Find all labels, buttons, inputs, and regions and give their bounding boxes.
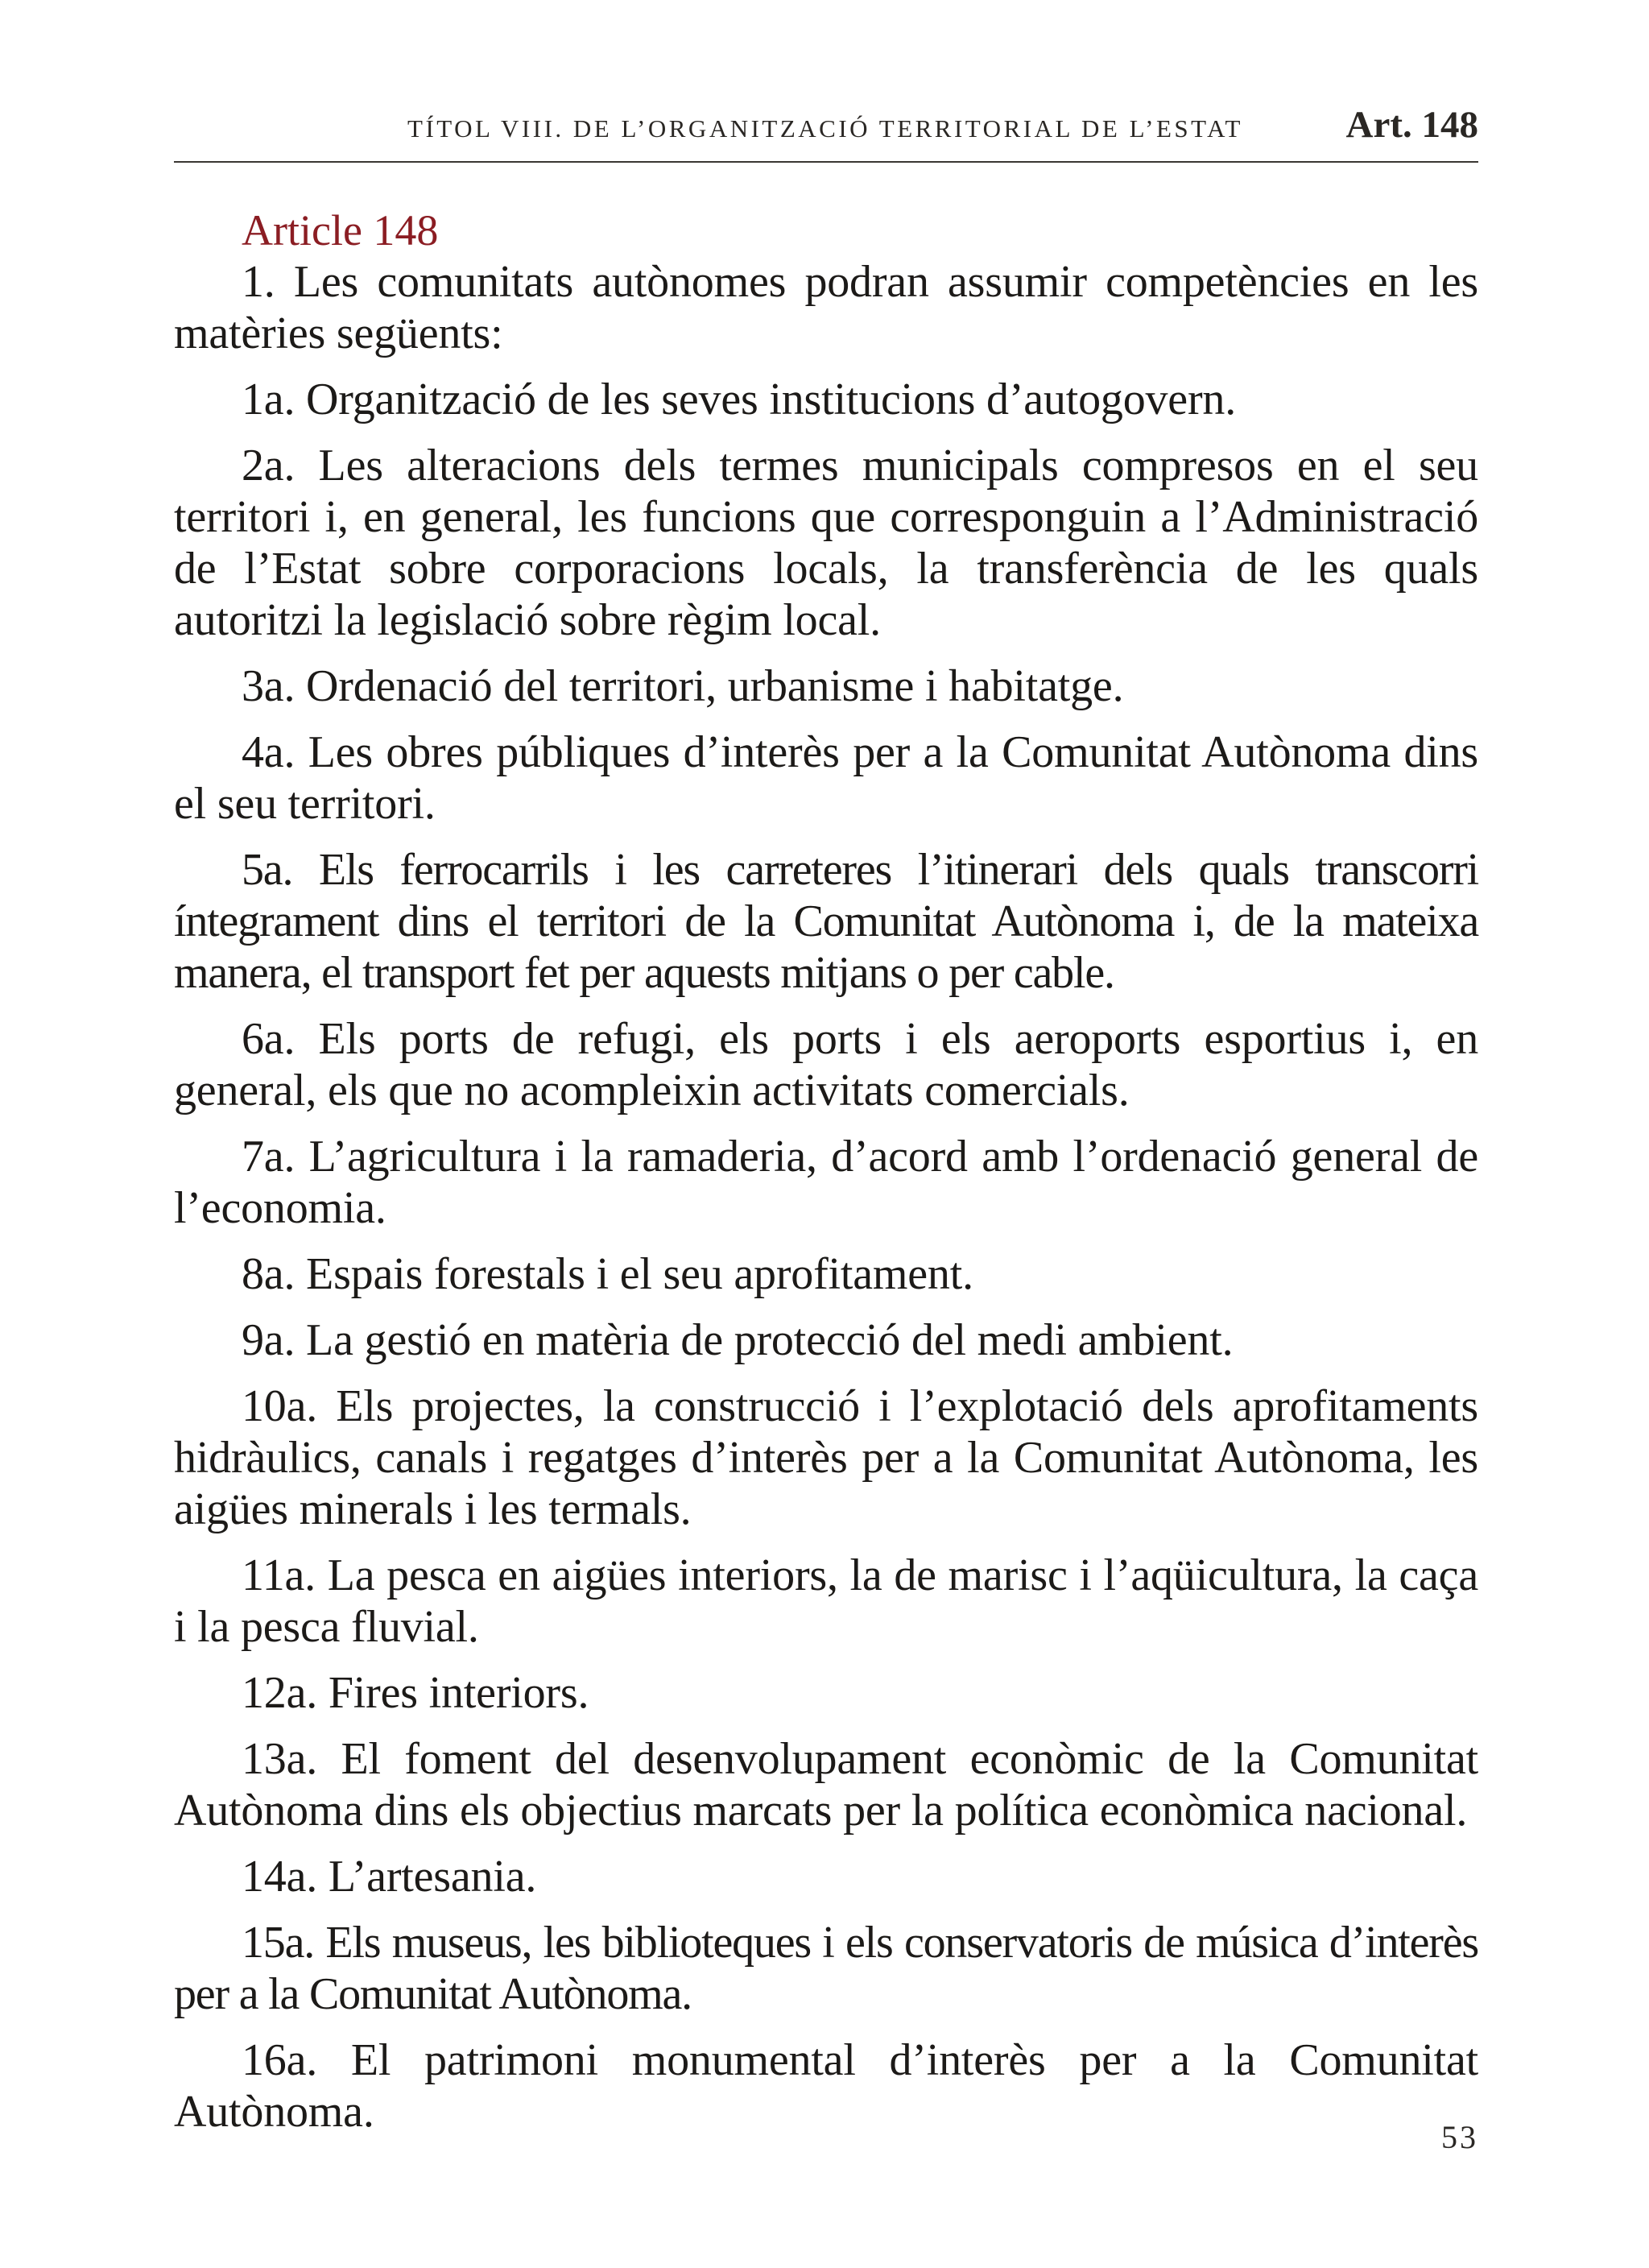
item-13a: 13a. El foment del desenvolupament econòmic de la Comunitat Autònoma dins els objectius marcats per la política econòmica nacional. [174,1734,1478,1836]
item-2a: 2a. Les alteracions dels termes municipals compresos en el seu territori i, en general, les funcions que corresponguin a l’Administració de l’Estat sobre corporacions locals, la transferència de les quals autoritzi la legislació sobre règim local. [174,441,1478,645]
item-8a: 8a. Espais forestals i el seu aprofitament. [242,1249,973,1299]
section-title: TÍTOL VIII. DE L’ORGANITZACIÓ TERRITORIAL DE L’ESTAT [407,114,1243,143]
page-number: 53 [1441,2119,1478,2155]
item-1a: 1a. Organització de les seves institucions d’autogovern. [242,375,1236,424]
item-15a: 15a. Els museus, les biblioteques i els conservatoris de música d’interès per a la Comunitat Autònoma. [174,1918,1478,2019]
item-7a: 7a. L’agricultura i la ramaderia, d’acord amb l’ordenació general de l’economia. [174,1132,1478,1233]
item-10a: 10a. Els projectes, la construcció i l’explotació dels aprofitaments hidràulics, canals i regatges d’interès per a la Comunitat Autònoma, les aigües minerals i les termals. [174,1381,1478,1534]
paragraph-1: 1. Les comunitats autònomes podran assumir competències en les matèries següents: [174,257,1478,358]
item-9a: 9a. La gestió en matèria de protecció del medi ambient. [242,1315,1234,1365]
item-3a: 3a. Ordenació del territori, urbanisme i habitatge. [242,661,1124,711]
item-6a: 6a. Els ports de refugi, els ports i els aeroports esportius i, en general, els que no acompleixin activitats comercials. [174,1014,1478,1115]
article-reference: Art. 148 [1345,104,1478,146]
item-11a: 11a. La pesca en aigües interiors, la de marisc i l’aqüicultura, la caça i la pesca fluvial. [174,1550,1478,1652]
item-16a: 16a. El patrimoni monumental d’interès per a la Comunitat Autònoma. [174,2035,1478,2137]
article-body [174,205,1478,2138]
running-header [174,95,1478,163]
item-4a: 4a. Les obres públiques d’interès per a la Comunitat Autònoma dins el seu territori. [174,727,1478,829]
article-title: Article 148 [242,206,439,255]
item-5a: 5a. Els ferrocarrils i les carreteres l’itinerari dels quals transcorri íntegrament dins el territori de la Comunitat Autònoma i, de la mateixa manera, el transport fet per aquests mitjans o per cable. [174,845,1478,998]
item-14a: 14a. L’artesania. [242,1852,537,1902]
item-12a: 12a. Fires interiors. [242,1668,589,1718]
